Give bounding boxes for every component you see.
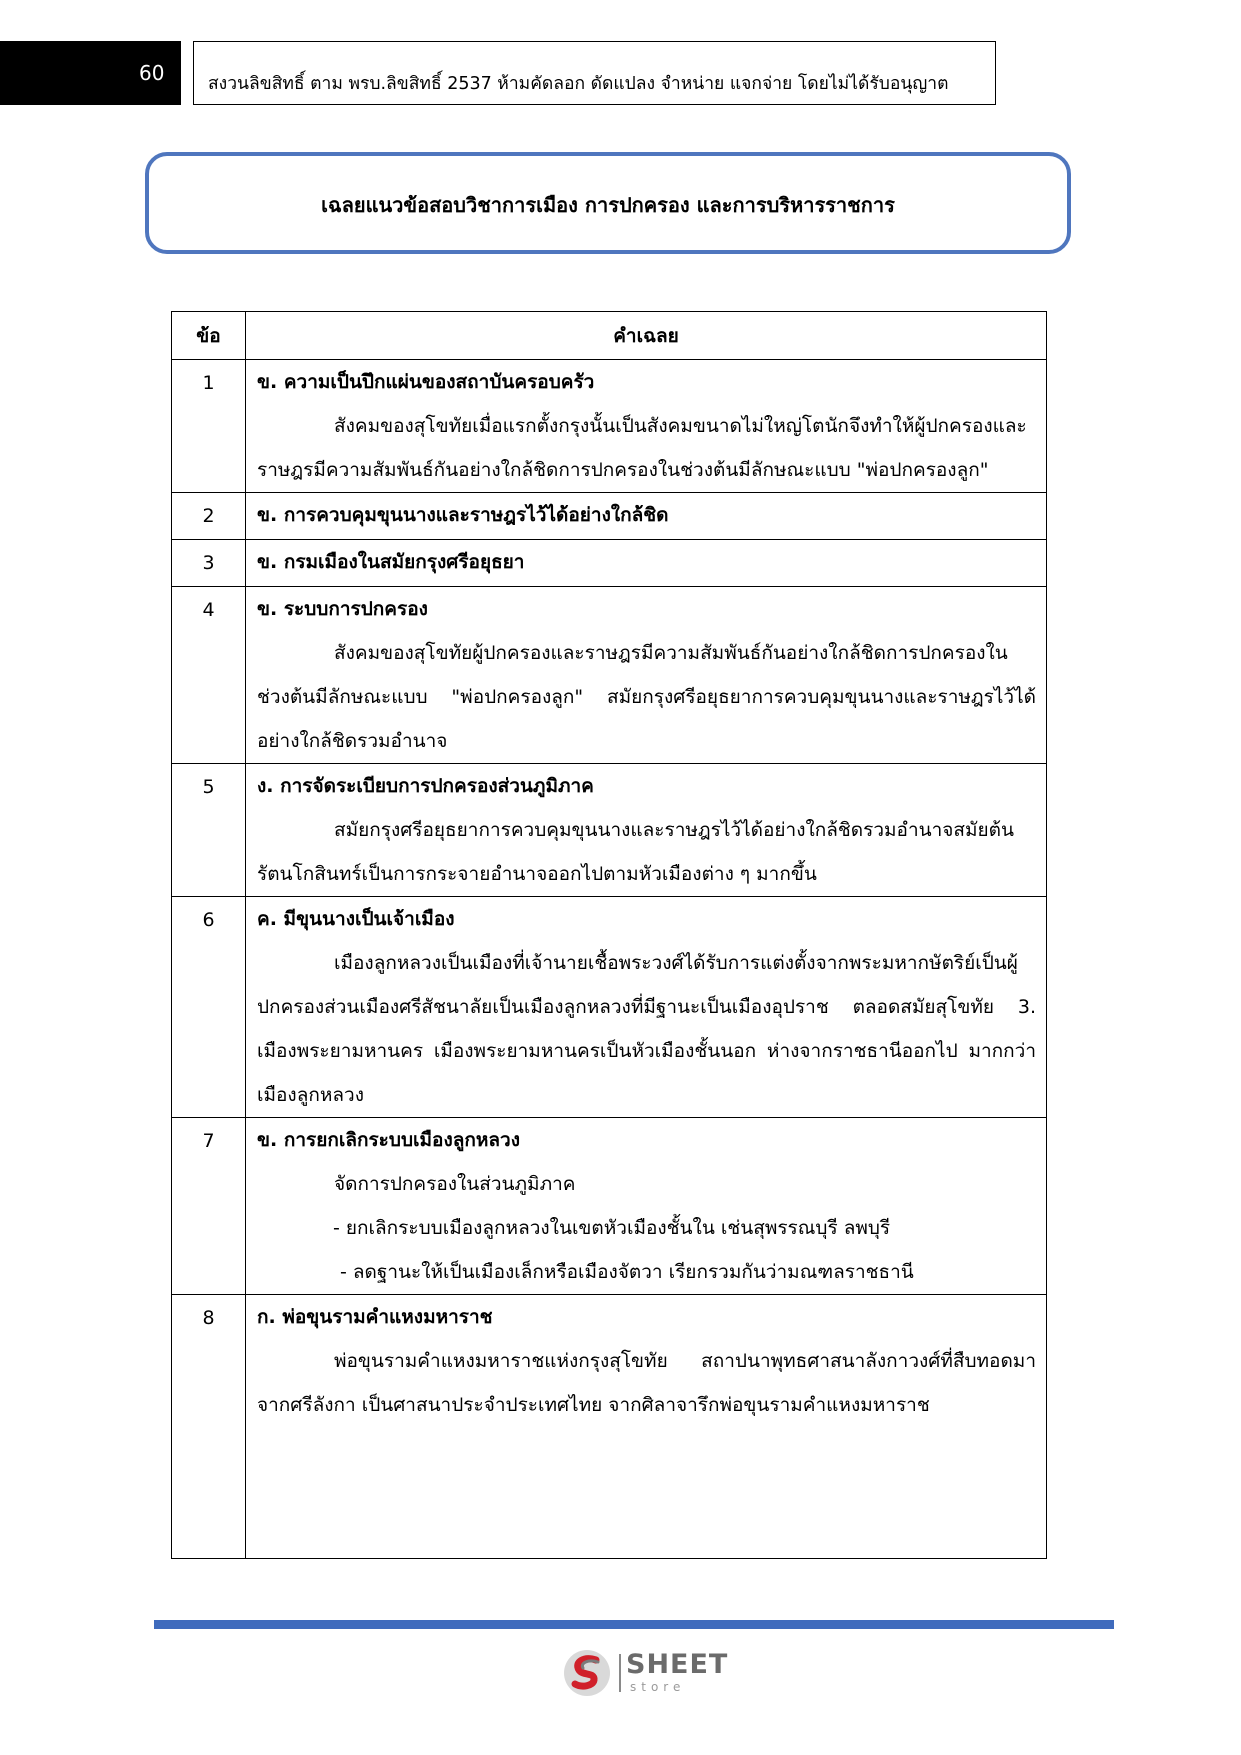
answer-choice: ข. กรมเมืองในสมัยกรุงศรีอยุธยา — [257, 551, 525, 573]
column-header-number: ข้อ — [172, 312, 246, 360]
page-number: 60 — [139, 61, 165, 85]
answer-choice: ก. พ่อขุนรามคำแหงมหาราช — [257, 1306, 493, 1328]
bullet-item: - ยกเลิกระบบเมืองลูกหลวงในเขตหัวเมืองชั้นใน เช่นสุพรรณบุรี ลพบุรี — [333, 1217, 891, 1239]
answer-choice: ข. ระบบการปกครอง — [257, 598, 428, 620]
logo-separator — [619, 1654, 621, 1692]
question-number: 8 — [172, 1295, 246, 1559]
question-number: 4 — [172, 587, 246, 764]
document-title: เฉลยแนวข้อสอบวิชาการเมือง การปกครอง และการบริหารราชการ — [321, 193, 895, 217]
answer-cell — [246, 897, 1047, 1118]
question-number: 3 — [172, 540, 246, 587]
answer-subheading: จัดการปกครองในส่วนภูมิภาค — [334, 1173, 576, 1195]
question-number: 7 — [172, 1118, 246, 1295]
page-number-box — [0, 41, 181, 105]
answer-table — [171, 311, 1047, 1559]
sheet-store-logo — [562, 1648, 732, 1698]
question-number: 5 — [172, 764, 246, 897]
footer-divider — [154, 1620, 1114, 1629]
table-row — [172, 493, 1047, 540]
answer-cell — [246, 360, 1047, 493]
table-row — [172, 897, 1047, 1118]
answer-choice: ข. การยกเลิกระบบเมืองลูกหลวง — [257, 1129, 520, 1151]
answer-explanation: เมืองลูกหลวงเป็นเมืองที่เจ้านายเชื้อพระวงศ์ได้รับการแต่งตั้งจากพระมหากษัตริย์เป็นผู้ปกครองส่วนเมืองศรีสัชนาลัยเป็นเมืองลูกหลวงที่มีฐานะเป็นเมืองอุปราช ตลอดสมัยสุโขทัย 3. เมืองพระยามหานคร เมืองพระยามหานครเป็นหัวเมืองชั้นนอก ห่างจากราชธานีออกไป มากกว่าเมืองลูกหลวง — [257, 952, 1036, 1106]
bullet-item: - ลดฐานะให้เป็นเมืองเล็กหรือเมืองจัตวา เรียกรวมกันว่ามณฑลราชธานี — [340, 1261, 914, 1283]
answer-cell — [246, 1295, 1047, 1559]
answer-choice: ค. มีขุนนางเป็นเจ้าเมือง — [257, 908, 455, 930]
table-row — [172, 1295, 1047, 1559]
answer-cell — [246, 587, 1047, 764]
answer-explanation: สมัยกรุงศรีอยุธยาการควบคุมขุนนางและราษฎรไว้ได้อย่างใกล้ชิดรวมอำนาจสมัยต้นรัตนโกสินทร์เป็นการกระจายอำนาจออกไปตามหัวเมืองต่าง ๆ มากขึ้น — [257, 819, 1014, 885]
answer-explanation: สังคมของสุโขทัยผู้ปกครองและราษฎรมีความสัมพันธ์กันอย่างใกล้ชิดการปกครองในช่วงต้นมีลักษณะแบบ "พ่อปกครองลูก" สมัยกรุงศรีอยุธยาการควบคุมขุนนางและราษฎรไว้ได้อย่างใกล้ชิดรวมอำนาจ — [257, 642, 1036, 752]
sheet-store-logo-icon — [562, 1648, 612, 1698]
copyright-notice: สงวนลิขสิทธิ์ ตาม พรบ.ลิขสิทธิ์ 2537 ห้ามคัดลอก ดัดแปลง จำหน่าย แจกจ่าย โดยไม่ได้รับอนุญาต — [208, 74, 949, 94]
answer-cell — [246, 540, 1047, 587]
column-header-answer: คำเฉลย — [246, 312, 1047, 360]
logo-subtext: store — [630, 1680, 686, 1694]
answer-choice: ง. การจัดระเบียบการปกครองส่วนภูมิภาค — [257, 775, 594, 797]
table-row — [172, 540, 1047, 587]
copyright-notice-box — [193, 41, 996, 105]
answer-explanation: พ่อขุนรามคำแหงมหาราชแห่งกรุงสุโขทัย สถาปนาพุทธศาสนาลังกาวงศ์ที่สืบทอดมาจากศรีลังกา เป็นศาสนาประจำประเทศไทย จากศิลาจารึกพ่อขุนรามคำแหงมหาราช — [257, 1350, 1036, 1416]
answer-choice: ข. การควบคุมขุนนางและราษฎรไว้ได้อย่างใกล้ชิด — [257, 504, 669, 526]
table-row — [172, 1118, 1047, 1295]
answer-explanation: สังคมของสุโขทัยเมื่อแรกตั้งกรุงนั้นเป็นสังคมขนาดไม่ใหญ่โตนักจึงทำให้ผู้ปกครองและราษฎรมีความสัมพันธ์กันอย่างใกล้ชิดการปกครองในช่วงต้นมีลักษณะแบบ "พ่อปกครองลูก" — [257, 415, 1027, 481]
table-row — [172, 587, 1047, 764]
answer-choice: ข. ความเป็นปึกแผ่นของสถาบันครอบครัว — [257, 371, 595, 393]
table-header-row — [172, 312, 1047, 360]
document-title-box — [145, 152, 1071, 254]
answer-cell — [246, 1118, 1047, 1295]
table-row — [172, 764, 1047, 897]
question-number: 1 — [172, 360, 246, 493]
answer-cell — [246, 493, 1047, 540]
answer-cell — [246, 764, 1047, 897]
question-number: 6 — [172, 897, 246, 1118]
logo-wordmark: SHEET — [626, 1649, 729, 1680]
question-number: 2 — [172, 493, 246, 540]
table-row — [172, 360, 1047, 493]
